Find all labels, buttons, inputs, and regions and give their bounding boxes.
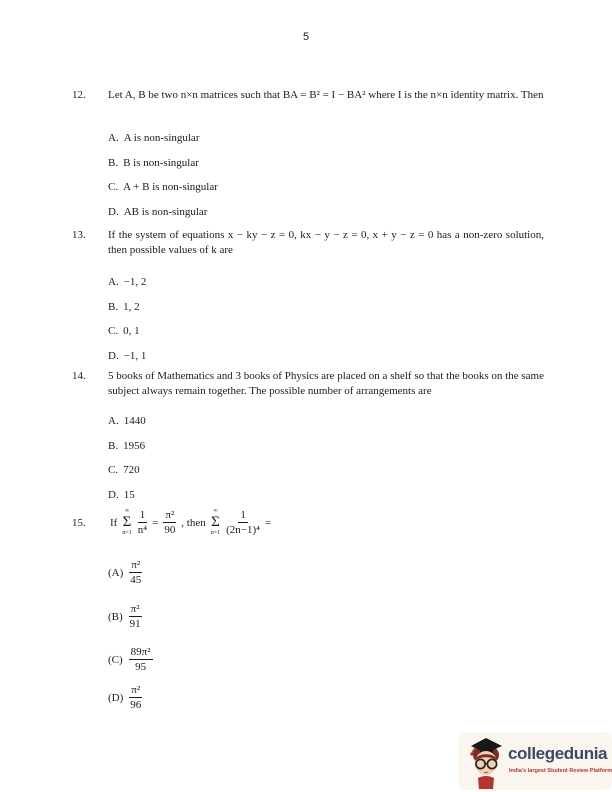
option-label: A.: [108, 132, 119, 144]
fraction-denominator: n⁴: [137, 524, 148, 536]
question-12-option-b: [108, 156, 199, 170]
question-14-option-a: [108, 414, 146, 428]
question-15-option-a: [108, 559, 145, 586]
fraction-denominator: 90: [164, 524, 176, 536]
option-text: 0, 1: [123, 325, 140, 337]
fraction: [163, 509, 176, 536]
option-label: D.: [108, 489, 119, 501]
formula-mid-text: , then: [181, 516, 206, 529]
sum-lower-limit: n=1: [122, 530, 132, 536]
sum-upper-limit: ∞: [124, 508, 130, 514]
fraction-numerator: π²: [131, 684, 141, 696]
option-label: (D): [108, 691, 124, 704]
fraction-denominator: 96: [130, 699, 142, 711]
question-13-option-a: [108, 275, 146, 289]
sum-upper-limit: ∞: [213, 508, 218, 514]
summation-symbol: [122, 508, 131, 537]
fraction-numerator: 1: [240, 509, 246, 521]
option-label: B.: [108, 157, 119, 169]
fraction: [138, 509, 148, 536]
option-label: (C): [108, 653, 123, 666]
question-14-option-d: [108, 488, 135, 502]
option-label: B.: [108, 301, 119, 313]
option-label: C.: [108, 325, 119, 337]
question-12-option-a: [108, 131, 199, 145]
question-12-option-c: [108, 180, 218, 194]
fraction-numerator: π²: [130, 603, 140, 615]
option-label: D.: [108, 350, 119, 362]
option-text: −1, 1: [123, 350, 147, 362]
option-label: A.: [108, 415, 119, 427]
question-15-formula: [72, 508, 273, 537]
sigma-icon: Σ: [122, 514, 132, 530]
option-label: B.: [108, 440, 119, 452]
sum-lower-limit: n=1: [210, 530, 221, 536]
fraction: [226, 509, 260, 536]
question-13-option-b: [108, 300, 140, 314]
fraction-numerator: π²: [131, 559, 141, 571]
option-text: 15: [123, 489, 135, 501]
question-13-text: If the system of equations x − ky − z = 0, kx − y − z = 0, x + y − z = 0 has a non-zero solution, then possible values of k are: [108, 229, 544, 256]
option-text: −1, 2: [123, 276, 147, 288]
question-12-option-d: [108, 205, 207, 219]
fraction-denominator: 95: [135, 661, 147, 673]
question-15-option-b: [108, 603, 145, 630]
question-15-number: 15.: [72, 516, 86, 529]
option-text: A is non-singular: [123, 132, 200, 144]
option-text: 1, 2: [123, 301, 140, 313]
page-number: 5: [302, 31, 310, 43]
question-15-option-d: [108, 684, 145, 711]
option-text: B is non-singular: [123, 157, 199, 169]
question-13-number: 13.: [72, 229, 86, 241]
question-15-option-c: [108, 646, 156, 673]
question-14-text: 5 books of Mathematics and 3 books of Physics are placed on a shelf so that the books on the same subject always remain together. The possible number of arrangements are: [108, 370, 544, 397]
fraction: [129, 559, 142, 586]
question-14-option-c: [108, 463, 140, 477]
option-label: C.: [108, 181, 119, 193]
summation-symbol: [211, 508, 220, 537]
question-12-text: Let A, B be two n×n matrices such that BA = B² = I − BA² where I is the n×n identity matrix. Then: [108, 89, 544, 101]
equals-sign: =: [265, 516, 272, 529]
fraction: [129, 646, 153, 673]
option-label: (B): [108, 610, 123, 623]
option-text: A + B is non-singular: [123, 181, 218, 193]
question-12-number: 12.: [72, 89, 86, 101]
fraction-denominator: (2n−1)⁴: [226, 524, 261, 536]
fraction-numerator: 1: [139, 509, 146, 521]
question-14-number: 14.: [72, 370, 86, 382]
option-label: A.: [108, 276, 119, 288]
option-label: D.: [108, 206, 119, 218]
collegedunia-logo: [458, 732, 612, 790]
option-label: C.: [108, 464, 119, 476]
equals-sign: =: [152, 516, 159, 529]
fraction-numerator: π²: [165, 509, 175, 521]
option-text: AB is non-singular: [123, 206, 208, 218]
fraction-denominator: 91: [129, 618, 141, 630]
option-text: 720: [123, 464, 140, 476]
question-13-option-d: [108, 349, 146, 363]
option-label: (A): [108, 566, 124, 579]
brand-tagline: India's largest Student Review Platform: [509, 768, 612, 774]
brand-name: collegedunia: [508, 744, 608, 763]
collegedunia-mascot-icon: [466, 733, 506, 789]
question-13-option-c: [108, 324, 140, 338]
option-text: 1956: [123, 440, 146, 452]
fraction-denominator: 45: [130, 574, 142, 586]
option-text: 1440: [123, 415, 146, 427]
formula-lead: If: [110, 516, 118, 529]
fraction-numerator: 89π²: [130, 646, 151, 658]
fraction: [129, 684, 142, 711]
sigma-icon: Σ: [211, 514, 220, 530]
question-14-option-b: [108, 439, 145, 453]
fraction: [129, 603, 142, 630]
